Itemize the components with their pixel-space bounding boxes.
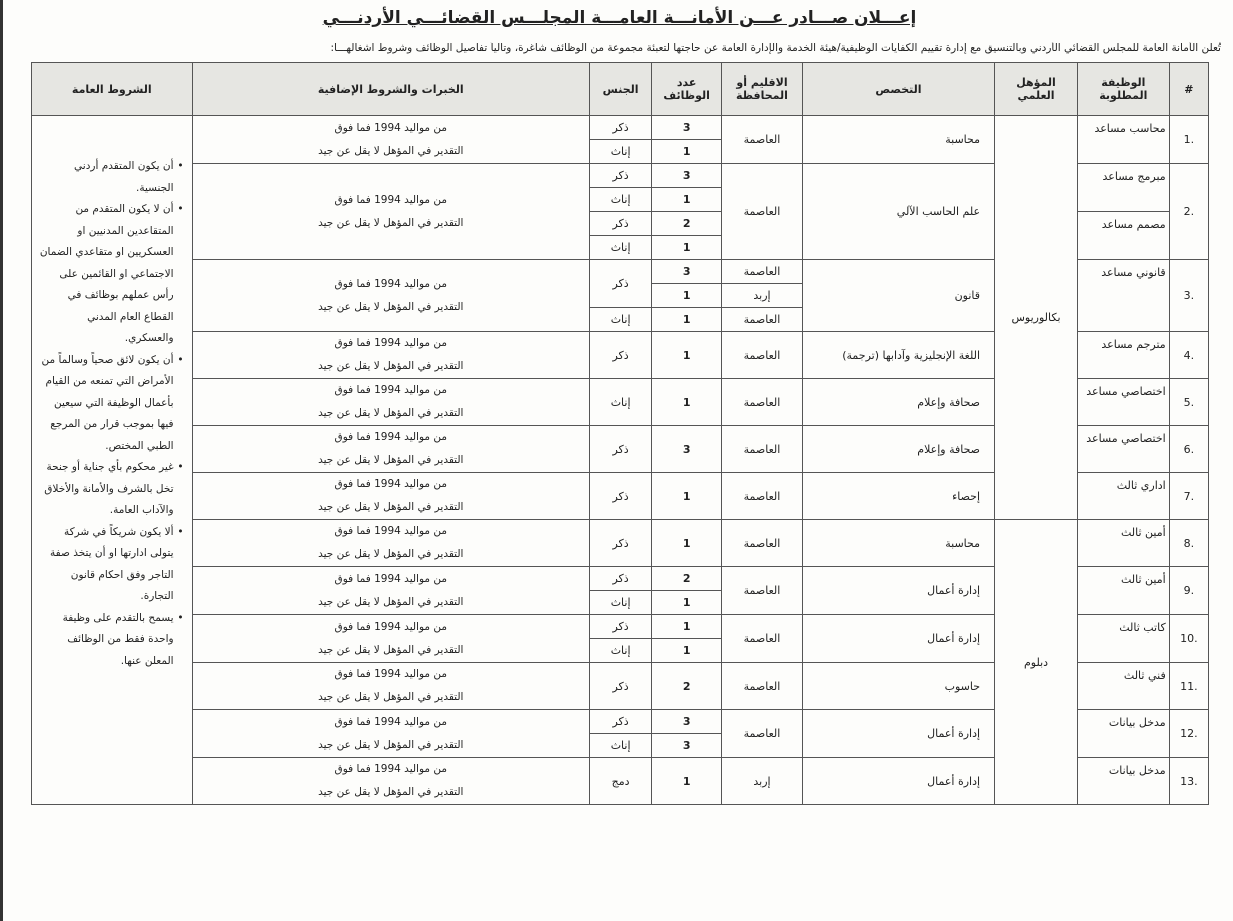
qualification: دبلوم [995, 520, 1078, 805]
vacancy-count: 3 [652, 710, 722, 734]
job-title: اختصاصي مساعد [1078, 426, 1170, 473]
experience-cell [192, 520, 589, 567]
region: العاصمة [722, 426, 803, 473]
experience-cell [192, 116, 589, 164]
experience-grade-line: التقدير في المؤهل لا يقل عن جيد [318, 144, 464, 157]
specialization: إدارة أعمال [802, 758, 994, 805]
job-title: اختصاصي مساعد [1078, 379, 1170, 426]
region: العاصمة [722, 710, 803, 758]
experience-cell [192, 758, 589, 805]
vacancy-count: 2 [652, 663, 722, 710]
gender: إناث [589, 140, 651, 164]
vacancy-count: 2 [652, 212, 722, 236]
experience-grade-line: التقدير في المؤهل لا يقل عن جيد [318, 407, 464, 419]
row-number: .12 [1169, 710, 1208, 758]
experience-birth-line: من مواليد 1994 فما فوق [334, 620, 447, 633]
experience-cell [192, 663, 589, 710]
gender: إناث [589, 591, 651, 615]
experience-birth-line: من مواليد 1994 فما فوق [334, 478, 447, 490]
row-number: .5 [1169, 379, 1208, 426]
vacancy-count: 3 [652, 734, 722, 758]
gender: ذكر [589, 164, 651, 188]
experience-birth-line: من مواليد 1994 فما فوق [334, 337, 447, 349]
job-title: فني ثالث [1078, 663, 1170, 710]
vacancy-count: 3 [652, 426, 722, 473]
vacancy-count: 1 [652, 520, 722, 567]
experience-birth-line: من مواليد 1994 فما فوق [334, 715, 447, 728]
table-header-row [32, 63, 1209, 116]
general-condition-item: • ألا يكون شريكاً في شركة يتولى ادارتها او أن يتخذ صفة التاجر وفق احكام قانون التجارة. [38, 522, 184, 608]
experience-grade-line: التقدير في المؤهل لا يقل عن جيد [318, 501, 464, 513]
experience-cell [192, 332, 589, 379]
gender: ذكر [589, 332, 651, 379]
experience-birth-line: من مواليد 1994 فما فوق [334, 763, 447, 775]
general-condition-item: • أن لا يكون المتقدم من المتقاعدين المدنيين او العسكريين او متقاعدي الضمان الاجتماعي او القائمين على رأس عملهم بوظائف في القطاع العام المدني والعسكري. [38, 199, 184, 350]
table-body [32, 116, 1209, 805]
vacancy-count: 3 [652, 164, 722, 188]
experience-cell [192, 615, 589, 663]
qualification: بكالوريوس [995, 116, 1078, 520]
region: العاصمة [722, 116, 803, 164]
header-specialization: التخصص [802, 63, 994, 116]
gender: ذكر [589, 520, 651, 567]
gender: ذكر [589, 116, 651, 140]
experience-grade-line: التقدير في المؤهل لا يقل عن جيد [318, 691, 464, 703]
header-qualification: المؤهل العلمي [995, 63, 1078, 116]
gender: إناث [589, 188, 651, 212]
row-number: .2 [1169, 164, 1208, 260]
gender: إناث [589, 308, 651, 332]
specialization: محاسبة [802, 116, 994, 164]
region: العاصمة [722, 308, 803, 332]
experience-grade-line: التقدير في المؤهل لا يقل عن جيد [318, 738, 464, 751]
header-experience: الخبرات والشروط الإضافية [192, 63, 589, 116]
specialization: صحافة وإعلام [802, 426, 994, 473]
row-number: .1 [1169, 116, 1208, 164]
row-number: .10 [1169, 615, 1208, 663]
experience-birth-line: من مواليد 1994 فما فوق [334, 668, 447, 680]
general-condition-item: • أن يكون لائق صحياً وسالماً من الأمراض التي تمنعه من القيام بأعمال الوظيفة التي سيعين فيها بموجب قرار من المرجع الطبي المختص. [38, 350, 184, 458]
region: العاصمة [722, 332, 803, 379]
job-title: مصمم مساعد [1078, 212, 1170, 260]
row-number: .3 [1169, 260, 1208, 332]
specialization: إدارة أعمال [802, 710, 994, 758]
header-general: الشروط العامة [32, 63, 193, 116]
vacancy-count: 1 [652, 379, 722, 426]
experience-grade-line: التقدير في المؤهل لا يقل عن جيد [318, 454, 464, 466]
general-condition-item: • يسمح بالتقدم على وظيفة واحدة فقط من الوظائف المعلن عنها. [38, 608, 184, 673]
experience-grade-line: التقدير في المؤهل لا يقل عن جيد [318, 548, 464, 560]
row-number: .8 [1169, 520, 1208, 567]
specialization: إحصاء [802, 473, 994, 520]
specialization: صحافة وإعلام [802, 379, 994, 426]
job-title: مدخل بيانات [1078, 710, 1170, 758]
experience-grade-line: التقدير في المؤهل لا يقل عن جيد [318, 786, 464, 798]
vacancy-count: 1 [652, 308, 722, 332]
experience-birth-line: من مواليد 1994 فما فوق [334, 277, 447, 290]
region: العاصمة [722, 663, 803, 710]
vacancy-count: 1 [652, 140, 722, 164]
experience-cell [192, 260, 589, 332]
vacancy-count: 2 [652, 567, 722, 591]
experience-birth-line: من مواليد 1994 فما فوق [334, 384, 447, 396]
experience-grade-line: التقدير في المؤهل لا يقل عن جيد [318, 300, 464, 313]
gender: إناث [589, 379, 651, 426]
row-number: .11 [1169, 663, 1208, 710]
vacancy-count: 1 [652, 188, 722, 212]
gender: ذكر [589, 426, 651, 473]
gender: ذكر [589, 212, 651, 236]
specialization: إدارة أعمال [802, 615, 994, 663]
experience-grade-line: التقدير في المؤهل لا يقل عن جيد [318, 216, 464, 229]
vacancy-count: 1 [652, 758, 722, 805]
region: العاصمة [722, 520, 803, 567]
gender: إناث [589, 236, 651, 260]
vacancy-count: 1 [652, 639, 722, 663]
gender: ذكر [589, 710, 651, 734]
region: العاصمة [722, 567, 803, 615]
experience-cell [192, 473, 589, 520]
intro-paragraph: تُعلن الأمانة العامة للمجلس القضائي الأردني وبالتنسيق مع إدارة تقييم الكفايات الوظيفية/هيئة الخدمة والإدارة العامة عن حاجتها لتعبئة مجموعة من الوظائف شاغرة، وتالياً تفاصيل الوظائف وشروط اشغالهـــا: [330, 42, 1221, 54]
specialization: علم الحاسب الآلي [802, 164, 994, 260]
specialization: محاسبة [802, 520, 994, 567]
general-conditions [32, 116, 193, 805]
jobs-table [31, 62, 1209, 805]
job-title: قانوني مساعد [1078, 260, 1170, 332]
region: العاصمة [722, 260, 803, 284]
gender: إناث [589, 639, 651, 663]
specialization: إدارة أعمال [802, 567, 994, 615]
experience-cell [192, 164, 589, 260]
header-num: # [1169, 63, 1208, 116]
gender: ذكر [589, 567, 651, 591]
experience-grade-line: التقدير في المؤهل لا يقل عن جيد [318, 643, 464, 656]
region: إربد [722, 284, 803, 308]
region: العاصمة [722, 615, 803, 663]
general-condition-item: • غير محكوم بأي جناية أو جنحة تخل بالشرف والأمانة والأخلاق والآداب العامة. [38, 457, 184, 522]
experience-birth-line: من مواليد 1994 فما فوق [334, 193, 447, 206]
job-title: مترجم مساعد [1078, 332, 1170, 379]
specialization: حاسوب [802, 663, 994, 710]
general-condition-item: • أن يكون المتقدم أردني الجنسية. [38, 156, 184, 199]
gender: ذكر [589, 615, 651, 639]
row-number: .4 [1169, 332, 1208, 379]
gender: دمج [589, 758, 651, 805]
experience-birth-line: من مواليد 1994 فما فوق [334, 525, 447, 537]
vacancy-count: 3 [652, 260, 722, 284]
experience-grade-line: التقدير في المؤهل لا يقل عن جيد [318, 595, 464, 608]
job-title: مبرمج مساعد [1078, 164, 1170, 212]
experience-birth-line: من مواليد 1994 فما فوق [334, 431, 447, 443]
row-number: .13 [1169, 758, 1208, 805]
gender: ذكر [589, 473, 651, 520]
specialization: اللغة الإنجليزية وآدابها (ترجمة) [802, 332, 994, 379]
header-job: الوظيفة المطلوبة [1078, 63, 1170, 116]
region: العاصمة [722, 164, 803, 260]
region: العاصمة [722, 473, 803, 520]
job-title: أمين ثالث [1078, 520, 1170, 567]
header-count: عدد الوظائف [652, 63, 722, 116]
specialization: قانون [802, 260, 994, 332]
experience-birth-line: من مواليد 1994 فما فوق [334, 572, 447, 585]
experience-cell [192, 426, 589, 473]
vacancy-count: 3 [652, 116, 722, 140]
vacancy-count: 1 [652, 284, 722, 308]
job-title: محاسب مساعد [1078, 116, 1170, 164]
vacancy-count: 1 [652, 591, 722, 615]
experience-cell [192, 710, 589, 758]
job-title: اداري ثالث [1078, 473, 1170, 520]
region: العاصمة [722, 379, 803, 426]
gender: ذكر [589, 663, 651, 710]
vacancy-count: 1 [652, 473, 722, 520]
page-title: إعـــلان صـــادر عـــن الأمانـــة العامـــة المجلـــس القضائـــي الأردنـــي [322, 8, 917, 28]
job-title: أمين ثالث [1078, 567, 1170, 615]
experience-birth-line: من مواليد 1994 فما فوق [334, 121, 447, 134]
row-number: .6 [1169, 426, 1208, 473]
vacancy-count: 1 [652, 332, 722, 379]
job-title: مدخل بيانات [1078, 758, 1170, 805]
experience-cell [192, 379, 589, 426]
table-row [32, 116, 1209, 140]
gender: ذكر [589, 260, 651, 308]
table-row [32, 520, 1209, 567]
experience-cell [192, 567, 589, 615]
region: إربد [722, 758, 803, 805]
header-gender: الجنس [589, 63, 651, 116]
job-title: كاتب ثالث [1078, 615, 1170, 663]
gender: إناث [589, 734, 651, 758]
vacancy-count: 1 [652, 615, 722, 639]
row-number: .9 [1169, 567, 1208, 615]
header-region: الاقليم أو المحافظة [722, 63, 803, 116]
experience-grade-line: التقدير في المؤهل لا يقل عن جيد [318, 360, 464, 372]
vacancy-count: 1 [652, 236, 722, 260]
row-number: .7 [1169, 473, 1208, 520]
